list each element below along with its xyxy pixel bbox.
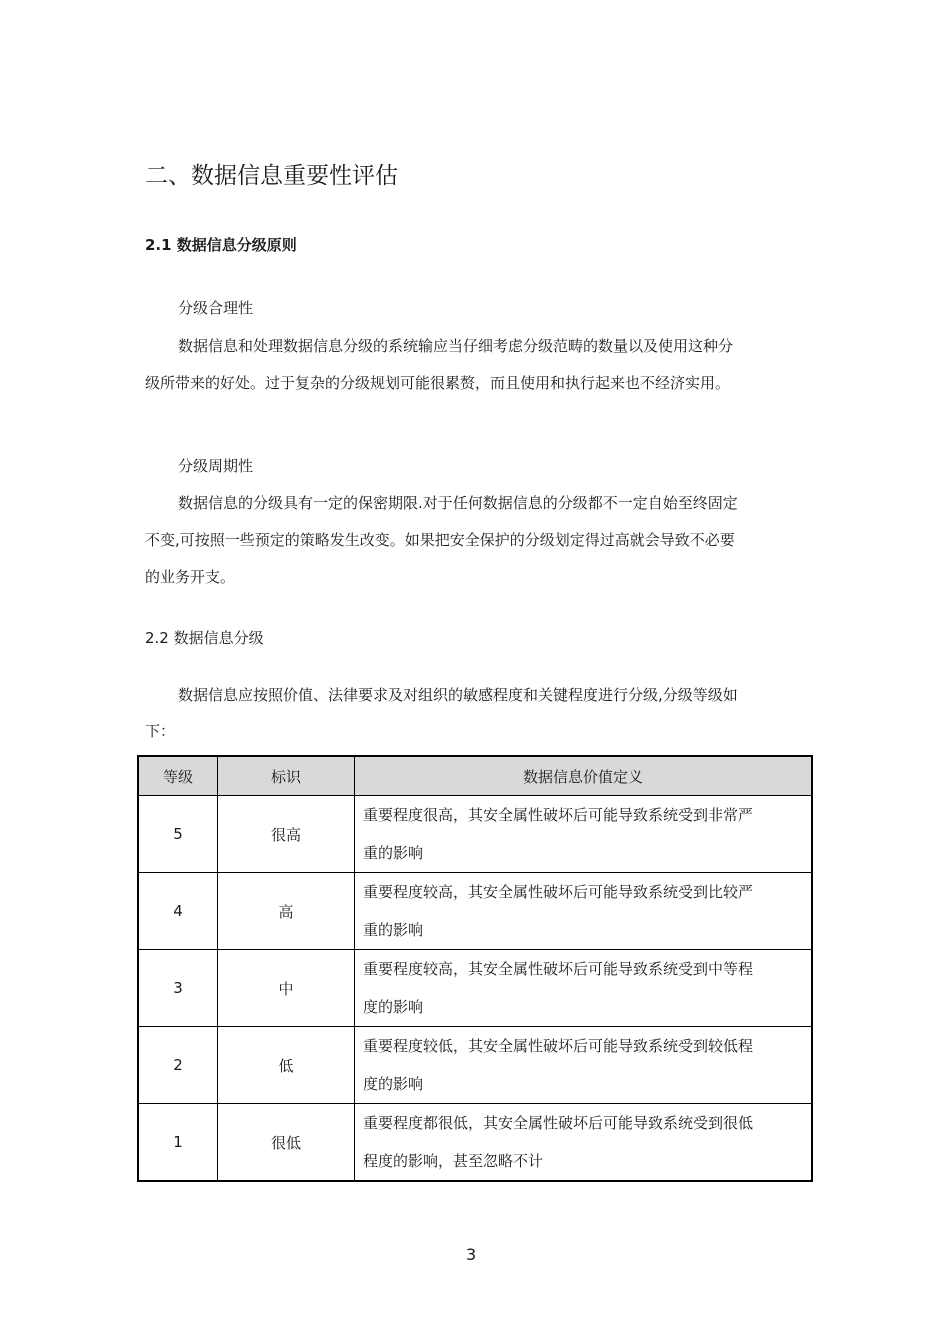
definition-line: 重的影响 (363, 844, 424, 862)
cell-level: 2 (138, 1027, 218, 1104)
section-heading: 二、数据信息重要性评估 (145, 163, 398, 189)
paragraph-line: 数据信息应按照价值、法律要求及对组织的敏感程度和关键程度进行分级,分级等级如 (178, 686, 738, 704)
definition-line: 重要程度都很低，其安全属性破坏后可能导致系统受到很低 (363, 1114, 754, 1132)
cell-level: 1 (138, 1104, 218, 1182)
item-title-periodicity: 分级周期性 (178, 457, 254, 475)
definition-line: 程度的影响，甚至忽略不计 (363, 1152, 544, 1170)
definition-line: 重要程度较高，其安全属性破坏后可能导致系统受到中等程 (363, 960, 754, 978)
item-title-rationality: 分级合理性 (178, 299, 254, 317)
table-row (138, 950, 812, 1027)
definition-line: 重要程度较高，其安全属性破坏后可能导致系统受到比较严 (363, 883, 754, 901)
table-row (138, 1027, 812, 1104)
paragraph-line: 不变,可按照一些预定的策略发生改变。如果把安全保护的分级划定得过高就会导致不必要 (145, 531, 735, 549)
paragraph-line: 级所带来的好处。过于复杂的分级规划可能很累赘，而且使用和执行起来也不经济实用。 (145, 374, 731, 392)
cell-label: 很低 (218, 1104, 355, 1182)
subsection-title-2-2: 2.2 数据信息分级 (145, 629, 264, 647)
table-row (138, 1104, 812, 1182)
cell-label: 中 (218, 950, 355, 1027)
cell-label: 高 (218, 873, 355, 950)
paragraph-line: 下： (145, 722, 176, 740)
subsection-title-2-1: 2.1 数据信息分级原则 (145, 236, 297, 254)
classification-table (137, 755, 813, 1182)
definition-line: 重要程度较低，其安全属性破坏后可能导致系统受到较低程 (363, 1037, 754, 1055)
header-level: 等级 (138, 756, 218, 796)
cell-definition (355, 796, 813, 873)
header-definition: 数据信息价值定义 (355, 756, 813, 796)
cell-level: 3 (138, 950, 218, 1027)
cell-definition (355, 1104, 813, 1182)
table-header-row (138, 756, 812, 796)
paragraph-line: 数据信息的分级具有一定的保密期限.对于任何数据信息的分级都不一定自始至终固定 (178, 494, 738, 512)
table-row (138, 796, 812, 873)
paragraph-line: 数据信息和处理数据信息分级的系统输应当仔细考虑分级范畴的数量以及使用这种分 (178, 337, 734, 355)
table-row (138, 873, 812, 950)
cell-level: 5 (138, 796, 218, 873)
paragraph-line: 的业务开支。 (145, 568, 236, 586)
cell-definition (355, 873, 813, 950)
definition-line: 度的影响 (363, 1075, 424, 1093)
definition-line: 重要程度很高，其安全属性破坏后可能导致系统受到非常严 (363, 806, 754, 824)
cell-label: 低 (218, 1027, 355, 1104)
cell-level: 4 (138, 873, 218, 950)
page-number: 3 (466, 1245, 477, 1264)
cell-definition (355, 950, 813, 1027)
cell-definition (355, 1027, 813, 1104)
cell-label: 很高 (218, 796, 355, 873)
header-label: 标识 (218, 756, 355, 796)
definition-line: 重的影响 (363, 921, 424, 939)
definition-line: 度的影响 (363, 998, 424, 1016)
